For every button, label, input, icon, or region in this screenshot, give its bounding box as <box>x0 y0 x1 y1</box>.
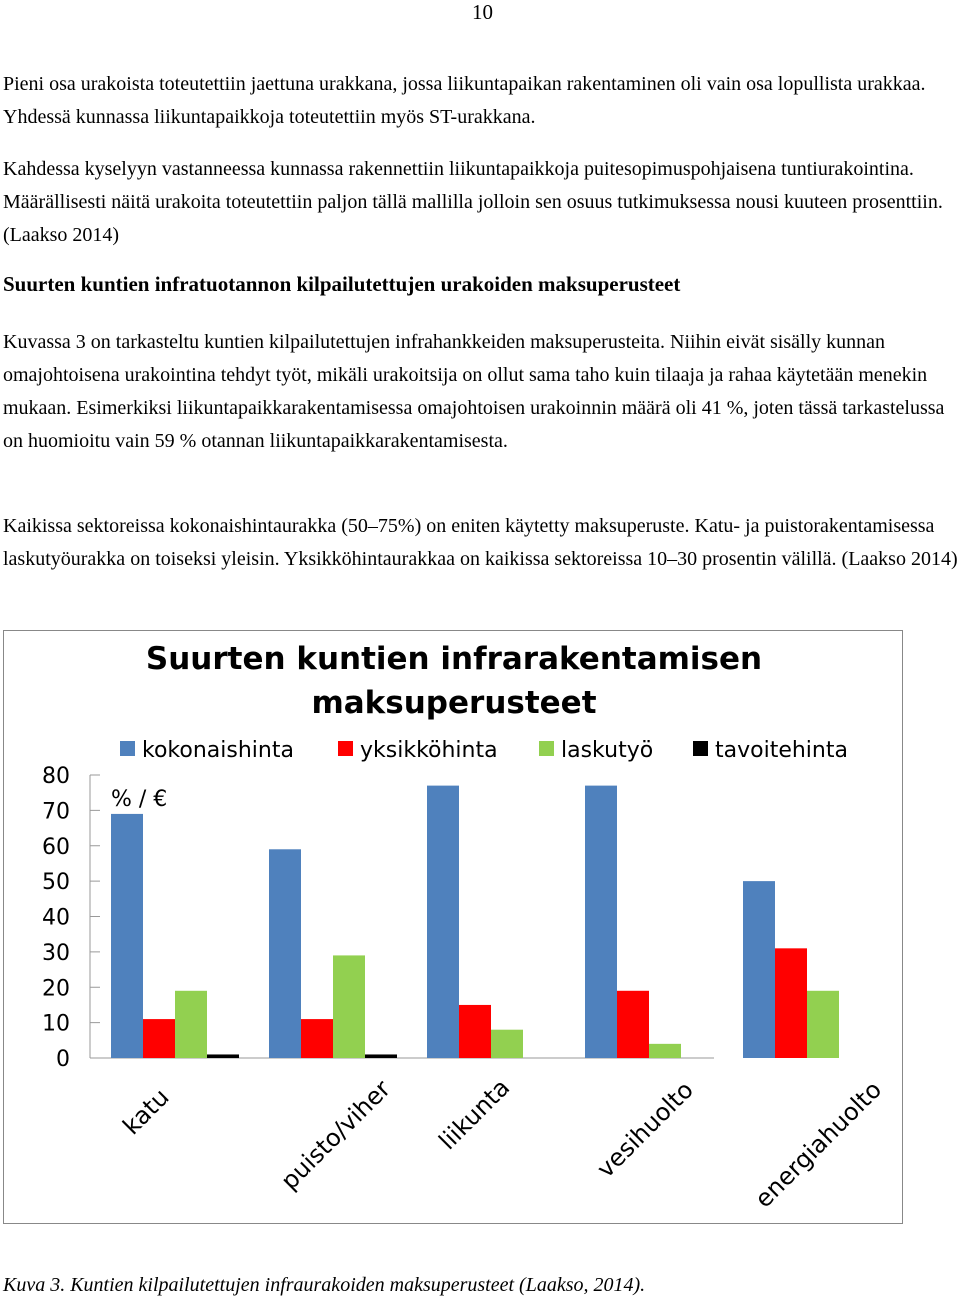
bar-yksikköhinta-katu <box>143 1019 175 1058</box>
bar-yksikköhinta-liikunta <box>459 1005 491 1058</box>
bar-kokonaishinta-vesihuolto <box>585 786 617 1058</box>
bar-yksikköhinta-vesihuolto <box>617 991 649 1058</box>
paragraph-3: Kuvassa 3 on tarkasteltu kuntien kilpailutettujen infrahankkeiden maksuperusteita. Niihin eivät sisälly kunnan omajohtoisena urakointina tehdyt työt, mikäli urakoitsija on ollut sama taho kuin tilaaja ja rahaa käytetään menekin mukaan. Esimerkiksi liikuntapaikkarakentamisessa omajohtoisen urakoinnin määrä oli 41 %, joten tässä tarkastelussa on huomioitu vain 59 % otannan liikuntapaikkarakentamisesta. <box>3 331 945 452</box>
chart-container <box>3 630 903 1224</box>
chart-category-labels <box>117 1073 887 1213</box>
legend-swatch-tavoitehinta <box>693 741 708 756</box>
page-number: 10 <box>472 0 493 24</box>
legend-label-kokonaishinta: kokonaishinta <box>142 738 294 763</box>
paragraph-2: Kahdessa kyselyyn vastanneessa kunnassa rakennettiin liikuntapaikkoja puitesopimuspohjaisena tuntiurakointina. Määrällisesti näitä urakoita toteutettiin paljon tällä mallilla jolloin sen osuus tutkimuksessa nousi kuuteen prosenttiin.(Laakso 2014) <box>3 158 943 246</box>
y-tick-label: 60 <box>42 834 70 860</box>
bar-laskutyö-liikunta <box>491 1030 523 1058</box>
legend-label-laskutyo: laskutyö <box>561 738 654 763</box>
bar-laskutyö-katu <box>175 991 207 1058</box>
bar-tavoitehinta-puisto-viher <box>365 1054 397 1058</box>
legend-label-tavoitehinta: tavoitehinta <box>715 738 848 763</box>
bar-kokonaishinta-energiahuolto <box>743 881 775 1058</box>
x-category-label: puisto/viher <box>275 1074 397 1196</box>
chart-bars <box>111 786 839 1058</box>
y-tick-label: 10 <box>42 1011 70 1037</box>
bar-laskutyö-vesihuolto <box>649 1044 681 1058</box>
legend-swatch-laskutyo <box>539 741 554 756</box>
bar-laskutyö-puisto-viher <box>333 955 365 1058</box>
y-tick-label: 40 <box>42 905 70 931</box>
paragraph-1: Pieni osa urakoista toteutettiin jaettuna urakkana, jossa liikuntapaikan rakentaminen oli vain osa lopullista urakkaa. Yhdessä kunnassa liikuntapaikkoja toteutettiin myös ST-urakkana. <box>3 73 926 128</box>
x-category-label: energiahuolto <box>749 1075 888 1214</box>
figure-caption: Kuva 3. Kuntien kilpailutettujen infraurakoiden maksuperusteet (Laakso, 2014). <box>3 1274 646 1296</box>
legend-swatch-kokonaishinta <box>120 741 135 756</box>
bar-kokonaishinta-liikunta <box>427 786 459 1058</box>
bar-yksikköhinta-puisto-viher <box>301 1019 333 1058</box>
y-tick-label: 20 <box>42 976 70 1002</box>
bar-yksikköhinta-energiahuolto <box>775 948 807 1058</box>
x-category-label: katu <box>117 1083 175 1141</box>
chart-title-line-2: maksuperusteet <box>311 685 597 721</box>
y-tick-label: 70 <box>42 799 70 825</box>
paragraph-4: Kaikissa sektoreissa kokonaishintaurakka (50–75%) on eniten käytetty maksuperuste. Katu- ja puistorakentamisessa laskutyöurakka on toiseksi yleisin. Yksikköhintaurakkaa on kaikissa sektoreissa 10–30 prosentin välillä. (Laakso 2014) <box>3 515 958 570</box>
bar-laskutyö-energiahuolto <box>807 991 839 1058</box>
y-axis-unit-label: % / € <box>111 787 168 812</box>
bar-kokonaishinta-katu <box>111 814 143 1058</box>
y-tick-label: 30 <box>42 940 70 966</box>
bar-kokonaishinta-puisto-viher <box>269 849 301 1058</box>
y-tick-label: 0 <box>56 1047 70 1072</box>
y-tick-label: 80 <box>42 764 70 789</box>
x-category-label: vesihuolto <box>591 1075 699 1184</box>
bar-tavoitehinta-katu <box>207 1054 239 1058</box>
bar-chart <box>4 631 902 1223</box>
x-category-label: liikunta <box>433 1073 516 1156</box>
section-heading: Suurten kuntien infratuotannon kilpailutettujen urakoiden maksuperusteet <box>3 272 681 296</box>
legend-label-yksikkohinta: yksikköhinta <box>360 738 498 763</box>
chart-title-line-1: Suurten kuntien infrarakentamisen <box>145 641 763 677</box>
legend-swatch-yksikkohinta <box>338 741 353 756</box>
y-tick-label: 50 <box>42 870 70 896</box>
